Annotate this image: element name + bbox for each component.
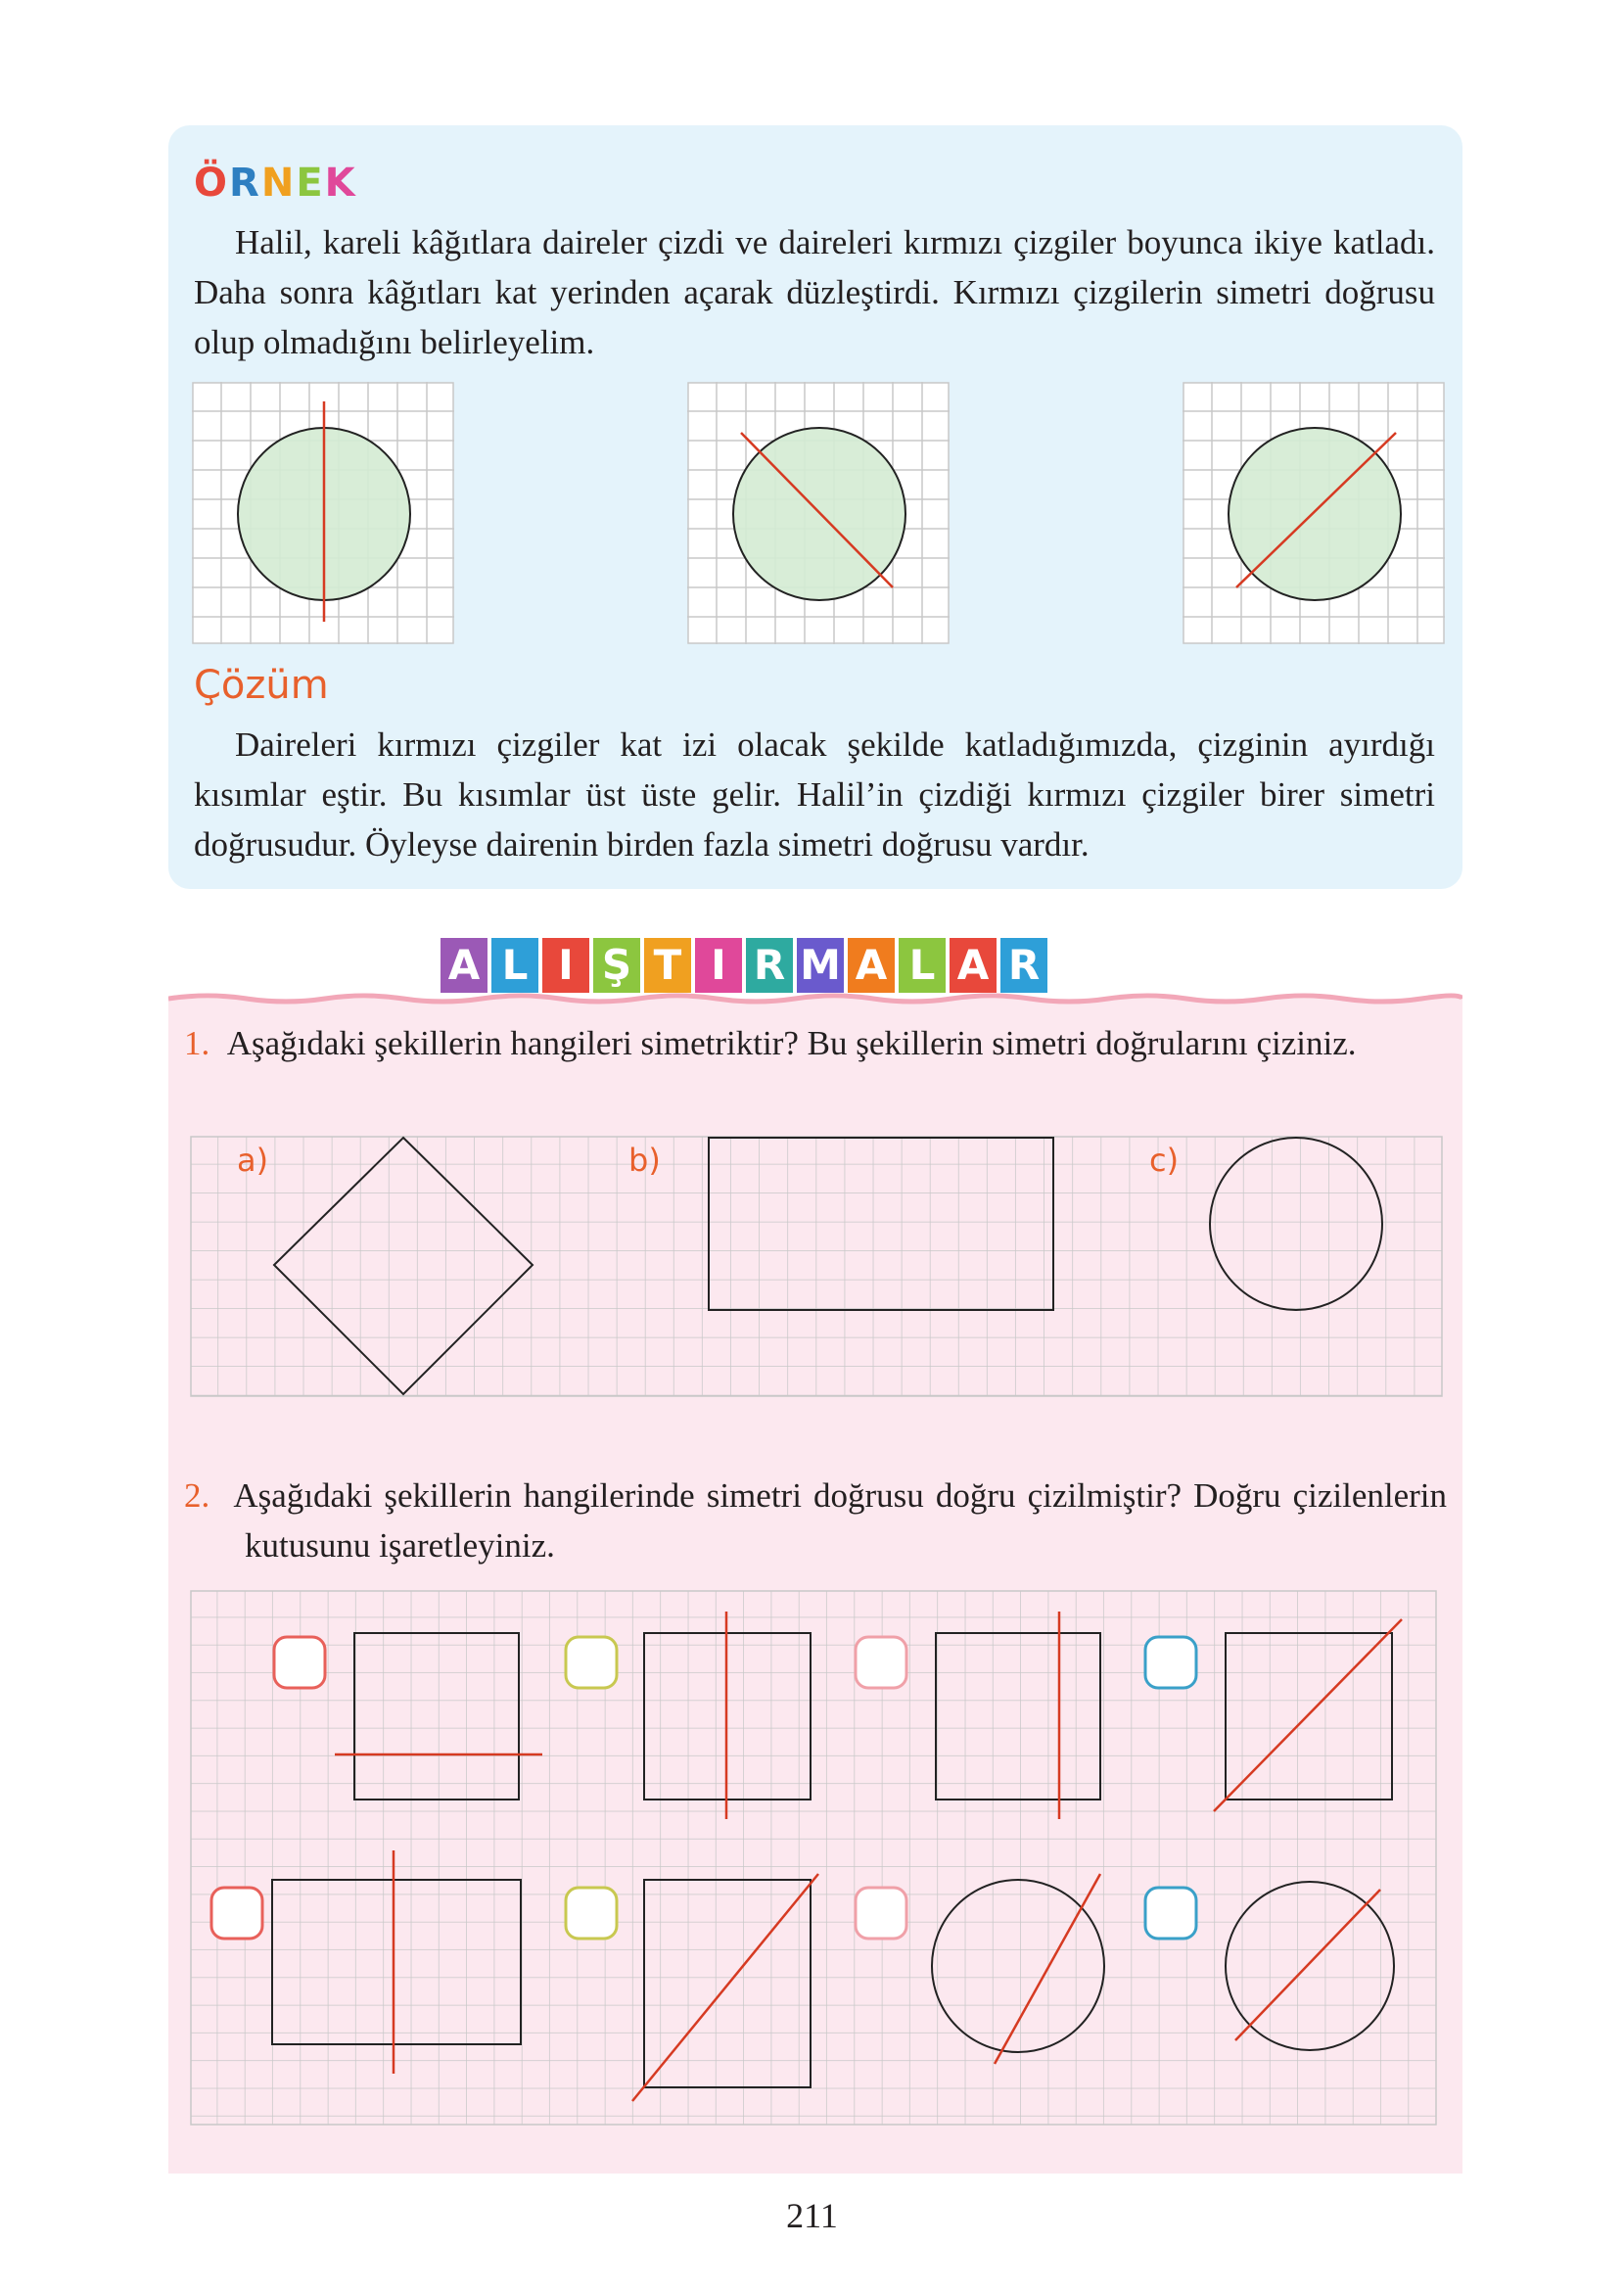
header-letter: L <box>491 938 538 993</box>
question-number: 2. <box>184 1476 210 1515</box>
answer-checkbox[interactable] <box>1145 1637 1196 1688</box>
title-letter: K <box>324 161 357 206</box>
example-figure-2 <box>687 382 950 644</box>
question-number: 1. <box>184 1024 210 1062</box>
answer-checkbox[interactable] <box>566 1888 617 1939</box>
exercises-header <box>441 938 1184 999</box>
example-text: Halil, kareli kâğıtlara daireler çizdi ve daireleri kırmızı çizgiler boyunca ikiye katladı. Daha sonra kâğıtları kat yerinden açarak düzleştirdi. Kırmızı çizgilerin simetri doğrusu olup olmadığını belirleyelim. <box>194 223 1435 361</box>
header-letter: A <box>950 938 997 993</box>
solution-text: Daireleri kırmızı çizgiler kat izi olacak şekilde katladığımızda, çizginin ayırdığı kısımlar eştir. Bu kısımlar üst üste gelir. Halil’in çizdiği kırmızı çizgiler birer simetri doğrusudur. Öyleyse dairenin birden fazla simetri doğrusu vardır. <box>194 725 1435 864</box>
example-title <box>194 161 357 206</box>
answer-checkbox[interactable] <box>211 1888 262 1939</box>
title-letter: E <box>296 161 325 206</box>
header-letter: T <box>644 938 691 993</box>
header-letter: I <box>695 938 742 993</box>
answer-checkbox[interactable] <box>856 1888 906 1939</box>
question-1-figures <box>190 1136 1443 1398</box>
answer-checkbox[interactable] <box>1145 1888 1196 1939</box>
question-2 <box>184 1471 1447 1570</box>
header-letter: Ş <box>593 938 640 993</box>
question-2-figures <box>190 1590 1437 2127</box>
header-letter: R <box>746 938 793 993</box>
answer-checkbox[interactable] <box>274 1637 325 1688</box>
label-b: b) <box>628 1142 661 1179</box>
question-text: Aşağıdaki şekillerin hangilerinde simetri doğrusu doğru çizilmiştir? Doğru çizilenlerin kutusunu işaretleyiniz. <box>233 1476 1448 1565</box>
question-1 <box>184 1018 1447 1068</box>
title-letter: Ö <box>194 161 230 206</box>
answer-checkbox[interactable] <box>566 1637 617 1688</box>
header-letter: R <box>1000 938 1047 993</box>
header-letter: A <box>848 938 895 993</box>
answer-checkbox[interactable] <box>856 1637 906 1688</box>
example-figure-3 <box>1183 382 1445 644</box>
question-text: Aşağıdaki şekillerin hangileri simetriktir? Bu şekillerin simetri doğrularını çiziniz. <box>226 1024 1357 1062</box>
label-c: c) <box>1149 1142 1180 1179</box>
header-letter: L <box>899 938 946 993</box>
label-a: a) <box>237 1142 269 1179</box>
title-letter: R <box>229 161 261 206</box>
title-letter: N <box>260 161 297 206</box>
solution-title: Çözüm <box>194 663 329 708</box>
header-letter: M <box>797 938 844 993</box>
example-figure-1 <box>192 382 454 644</box>
page-number: 211 <box>786 2196 838 2235</box>
header-letter: I <box>542 938 589 993</box>
header-letter: A <box>441 938 487 993</box>
